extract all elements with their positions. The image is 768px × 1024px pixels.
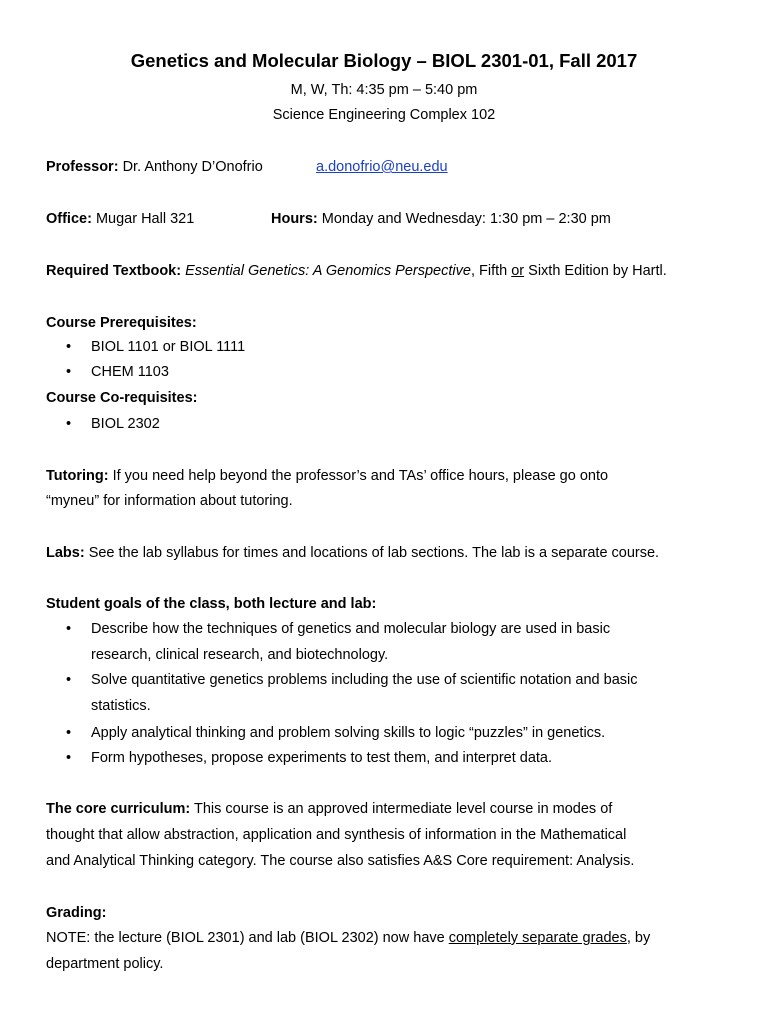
- goals-heading: Student goals of the class, both lecture and lab:: [46, 596, 377, 612]
- corequisite-item: BIOL 2302: [91, 416, 160, 432]
- tutoring-label: Tutoring:: [46, 468, 109, 484]
- goal-item: Apply analytical thinking and problem solving skills to logic “puzzles” in genetics.: [91, 725, 606, 741]
- grading-note-pre: NOTE: the lecture (BIOL 2301) and lab (BIOL 2302) now have: [46, 930, 449, 946]
- corequisites-heading: Course Co-requisites:: [46, 390, 198, 406]
- textbook-label: Required Textbook:: [46, 263, 182, 279]
- bullet-icon: •: [66, 339, 72, 355]
- office-value: Mugar Hall 321: [95, 211, 195, 227]
- course-schedule: M, W, Th: 4:35 pm – 5:40 pm: [290, 82, 478, 98]
- bullet-icon: •: [66, 750, 72, 766]
- professor-line: [46, 157, 263, 177]
- professor-label: Professor:: [46, 159, 119, 175]
- grading-note-line-1: [46, 928, 650, 948]
- prerequisite-item: BIOL 1101 or BIOL 1111: [91, 339, 246, 355]
- core-line-1: [46, 799, 612, 819]
- grading-note-post: , by: [626, 930, 651, 946]
- course-location: Science Engineering Complex 102: [272, 107, 496, 123]
- goal-item: Form hypotheses, propose experiments to test them, and interpret data.: [91, 750, 553, 766]
- bullet-icon: •: [66, 621, 72, 637]
- labs-line: [46, 543, 659, 563]
- bullet-icon: •: [66, 364, 72, 380]
- core-label: The core curriculum:: [46, 801, 191, 817]
- grading-heading: Grading:: [46, 905, 107, 921]
- bullet-icon: •: [66, 725, 72, 741]
- core-text: This course is an approved intermediate level course in modes of: [190, 801, 613, 817]
- core-line-2: thought that allow abstraction, application and synthesis of information in the Mathematical: [46, 827, 627, 843]
- prerequisite-item: CHEM 1103: [91, 364, 169, 380]
- goal-item: Describe how the techniques of genetics and molecular biology are used in basic: [91, 621, 611, 637]
- office-label: Office:: [46, 211, 92, 227]
- textbook-or: or: [511, 263, 525, 279]
- grading-note-underline: completely separate grades: [448, 930, 627, 946]
- hours-value: Monday and Wednesday: 1:30 pm – 2:30 pm: [321, 211, 611, 227]
- core-line-3: and Analytical Thinking category. The course also satisfies A&S Core requirement: Analysis.: [46, 853, 635, 869]
- tutoring-line-1: [46, 466, 608, 486]
- hours-line: [271, 209, 611, 229]
- bullet-icon: •: [66, 672, 72, 688]
- office-line: [46, 209, 194, 229]
- bullet-icon: •: [66, 416, 72, 432]
- course-title: Genetics and Molecular Biology – BIOL 2301-01, Fall 2017: [130, 50, 638, 71]
- goal-item: Solve quantitative genetics problems including the use of scientific notation and basic: [91, 672, 638, 688]
- labs-label: Labs:: [46, 545, 85, 561]
- hours-label: Hours:: [271, 211, 318, 227]
- tutoring-line-2: “myneu” for information about tutoring.: [46, 493, 293, 509]
- textbook-line: [46, 261, 667, 281]
- professor-name: Dr. Anthony D’Onofrio: [122, 159, 263, 175]
- grading-note-line-2: department policy.: [46, 956, 164, 972]
- textbook-title: Essential Genetics: A Genomics Perspective: [185, 263, 471, 279]
- goal-item-continued: research, clinical research, and biotechnology.: [91, 647, 389, 663]
- goal-item-continued: statistics.: [91, 698, 151, 714]
- tutoring-text: If you need help beyond the professor’s and TAs’ office hours, please go onto: [108, 468, 609, 484]
- textbook-edition-pre: , Fifth: [470, 263, 512, 279]
- prerequisites-heading: Course Prerequisites:: [46, 315, 197, 331]
- labs-text: See the lab syllabus for times and locations of lab sections. The lab is a separate course.: [84, 545, 660, 561]
- professor-email-link[interactable]: a.donofrio@neu.edu: [316, 159, 448, 175]
- textbook-edition-post: Sixth Edition by Hartl.: [524, 263, 667, 279]
